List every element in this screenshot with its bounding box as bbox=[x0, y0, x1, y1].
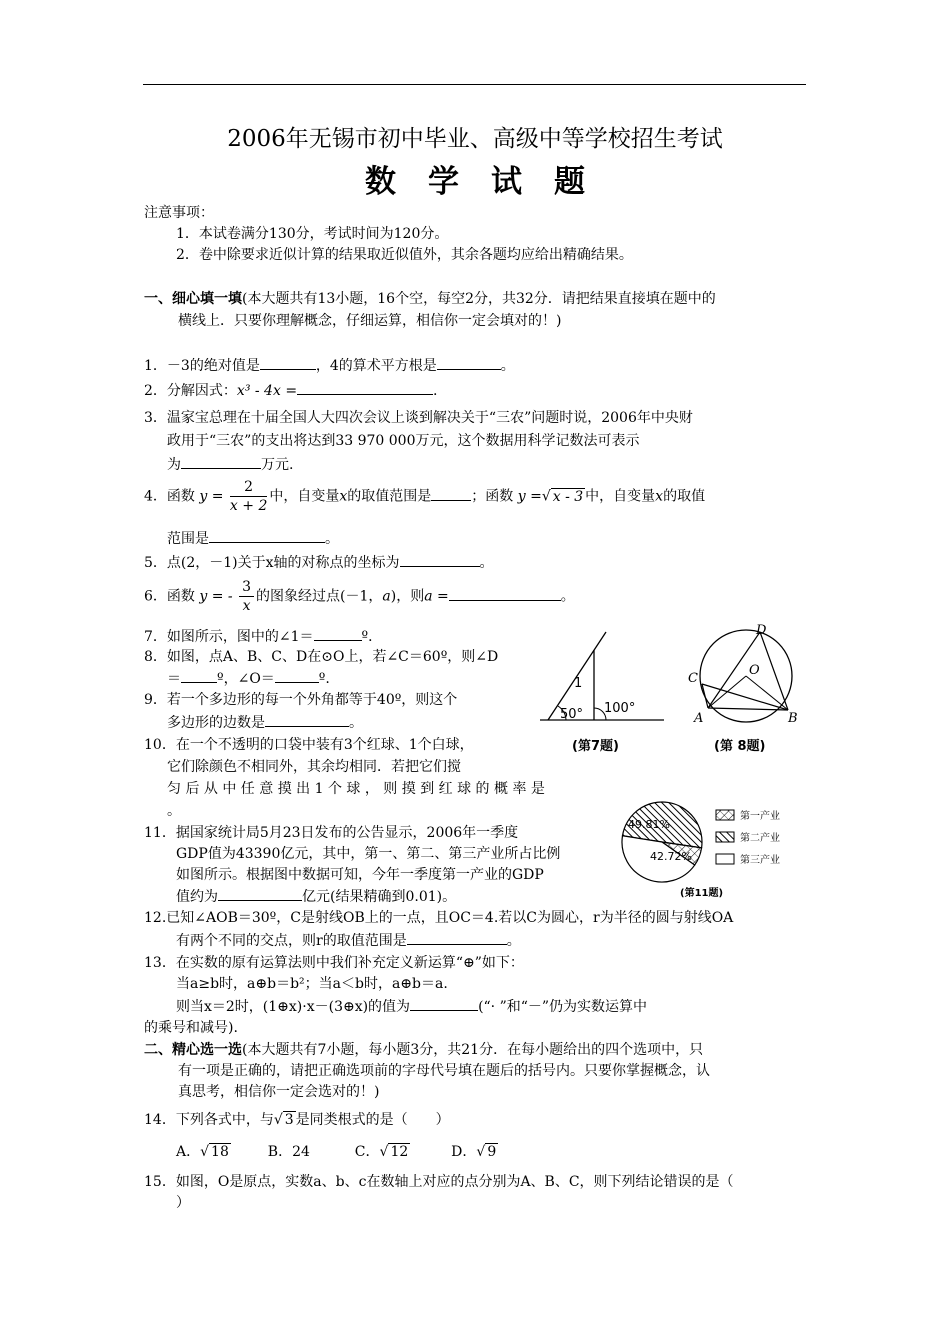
fig11-pct-first: 49.81% bbox=[628, 818, 670, 831]
fig8-label-o: O bbox=[749, 663, 760, 678]
q8-text-c: º. bbox=[318, 671, 330, 687]
q4-text-a: 4．函数 bbox=[144, 488, 195, 505]
fig11-legend-label-1: 第一产业 bbox=[740, 811, 780, 822]
q11-line-2: GDP值为43390亿元，其中，第一、第二、第三产业所占比例 bbox=[176, 846, 561, 862]
q14-radicand: 3 bbox=[284, 1112, 294, 1128]
q2-end: . bbox=[433, 383, 438, 399]
q3-line-2: 政用于“三农”的支出将达到33 970 000万元，这个数据用科学记数法可表示 bbox=[167, 433, 640, 449]
q4-text-d: ；函数 bbox=[471, 488, 514, 505]
q4-line-2 bbox=[167, 528, 339, 549]
q11-line-3: 如图所示。根据图中数据可知，今年一季度第一产业的GDP bbox=[176, 867, 544, 883]
q7-blank[interactable] bbox=[314, 626, 362, 641]
q6-text-b: 的图象经过点(－1， bbox=[256, 588, 383, 605]
fig11-legend-swatch-2 bbox=[716, 832, 734, 842]
fig8-chord-ab bbox=[708, 708, 788, 710]
question-7 bbox=[144, 626, 382, 647]
question-6 bbox=[144, 578, 575, 615]
section-1-header bbox=[144, 289, 716, 309]
q4-radical: √ x - 3 bbox=[541, 488, 584, 505]
q1-blank-2[interactable] bbox=[437, 355, 501, 370]
fig8-label-c: C bbox=[688, 671, 698, 686]
q9-end: 。 bbox=[349, 715, 363, 731]
q11-blank[interactable] bbox=[218, 886, 302, 901]
q2-text: 2．分解因式： bbox=[144, 383, 237, 399]
q9-line-2 bbox=[167, 712, 363, 733]
q12-blank[interactable] bbox=[407, 930, 507, 945]
q2-blank[interactable] bbox=[297, 380, 433, 395]
note-1: 1．本试卷满分130分，考试时间为120分。 bbox=[176, 226, 449, 242]
fig11-legend-swatch-1 bbox=[716, 810, 734, 820]
q10-line-4: 。 bbox=[167, 803, 181, 819]
q10-line-2: 它们除颜色不相同外，其余均相同．若把它们搅 bbox=[167, 759, 461, 775]
q3-text-b: 万元. bbox=[261, 457, 294, 473]
q3-line-3 bbox=[167, 454, 293, 475]
q11-line-4 bbox=[176, 886, 456, 907]
section-2-desc-3: 真思考，相信你一定会选对的！) bbox=[178, 1084, 380, 1100]
q10-line-1: 10．在一个不透明的口袋中装有3个红球、1个白球， bbox=[144, 737, 474, 753]
q13-text-a: 则当x＝2时，(1⊕x)·x－(3⊕x)的值为 bbox=[176, 999, 411, 1015]
q13-line-2: 当a≥b时，a⊕b＝b²；当a＜b时，a⊕b＝a. bbox=[176, 976, 448, 992]
q8-blank-1[interactable] bbox=[181, 668, 217, 683]
q8-line-1: 8．如图，点A、B、C、D在⊙O上，若∠C＝60º，则∠D bbox=[144, 649, 499, 665]
q4-y1: y = bbox=[199, 488, 224, 505]
section-2-desc-2: 有一项是正确的，请把正确选项前的字母代号填在题后的括号内。只要你掌握概念，认 bbox=[178, 1063, 710, 1079]
q4-text-f: 的取值 bbox=[663, 488, 706, 505]
question-2 bbox=[144, 380, 438, 401]
fig7-caption: (第7题) bbox=[572, 739, 619, 754]
section-1-desc-1: (本大题共有13小题，16个空，每空2分，共32分．请把结果直接填在题中的 bbox=[242, 291, 716, 307]
q1-text-b: ，4的算术平方根是 bbox=[315, 358, 437, 374]
figure-11 bbox=[614, 798, 810, 902]
q14-option-c[interactable]: C．√ 12 bbox=[354, 1144, 409, 1160]
section-2-header bbox=[144, 1040, 703, 1060]
q5-text: 5．点(2，－1)关于x轴的对称点的坐标为 bbox=[144, 555, 400, 571]
q7-text: 7．如图所示，图中的∠1＝ bbox=[144, 629, 314, 645]
exam-title: 2006年无锡市初中毕业、高级中等学校招生考试 bbox=[227, 126, 723, 152]
fig7-angle-1-label: 1 bbox=[574, 676, 583, 691]
q13-line-4: 的乘号和减号). bbox=[144, 1020, 238, 1036]
q1-blank-1[interactable] bbox=[260, 355, 316, 370]
notes-heading: 注意事项： bbox=[144, 205, 214, 221]
question-1 bbox=[144, 355, 515, 376]
q1-text-c: 。 bbox=[500, 358, 515, 374]
q13-line-1: 13．在实数的原有运算法则中我们补充定义新运算“⊕”如下： bbox=[144, 955, 524, 971]
q14-text-a: 14．下列各式中，与 bbox=[144, 1112, 274, 1128]
section-2-label: 二、精心选一选 bbox=[144, 1042, 242, 1058]
q14-option-c-label: C． bbox=[354, 1144, 380, 1160]
fig7-angle-100-label: 100° bbox=[604, 701, 636, 716]
q4-text-e: 中，自变量 bbox=[585, 488, 656, 505]
q3-text-a: 为 bbox=[167, 457, 181, 473]
figure-7 bbox=[536, 622, 666, 758]
q8-blank-2[interactable] bbox=[275, 668, 319, 683]
q12-line-1: 12.已知∠AOB＝30º，C是射线OB上的一点，且OC＝4.若以C为圆心，r为半径的圆与射线OA bbox=[144, 910, 734, 926]
fig8-caption: (第 8题) bbox=[714, 739, 766, 754]
q4-l2-text: 范围是 bbox=[167, 531, 209, 547]
q6-y: y = - bbox=[199, 588, 233, 605]
q14-option-d[interactable]: D．√ 9 bbox=[451, 1144, 497, 1160]
q14-text-b: 是同类根式的是（ ） bbox=[295, 1112, 450, 1128]
q11-line-1: 11．据国家统计局5月23日发布的公告显示，2006年一季度 bbox=[144, 825, 519, 841]
q4-radicand: x - 3 bbox=[552, 488, 584, 505]
fig11-legend-label-3: 第三产业 bbox=[740, 855, 780, 866]
q14-option-a[interactable]: A．√ 18 bbox=[176, 1144, 229, 1160]
q12-end: 。 bbox=[506, 933, 521, 949]
fig7-angle-50-label: 50° bbox=[560, 707, 584, 722]
q11-text-b: 亿元(结果精确到0.01)。 bbox=[302, 889, 457, 905]
q12-text: 有两个不同的交点，则r的取值范围是 bbox=[176, 933, 407, 949]
q1-text-a: 1．－3的绝对值是 bbox=[144, 358, 260, 374]
q13-blank[interactable] bbox=[410, 996, 478, 1011]
q4-x2: x bbox=[655, 488, 664, 505]
q14-option-d-radicand: 9 bbox=[487, 1144, 497, 1160]
fig8-chord-ca bbox=[702, 684, 708, 708]
q6-fraction bbox=[239, 578, 254, 615]
q4-blank-2[interactable] bbox=[209, 528, 325, 543]
q4-fraction bbox=[230, 478, 267, 515]
section-2-desc-1: (本大题共有7小题，每小题3分，共21分．在每小题给出的四个选项中，只 bbox=[242, 1042, 704, 1058]
q3-line-1: 3．温家宝总理在十届全国人大四次会议上谈到解决关于“三农”问题时说，2006年中央财 bbox=[144, 410, 693, 426]
question-14 bbox=[144, 1110, 450, 1130]
q4-text-c: 的取值范围是 bbox=[347, 488, 432, 505]
q4-text-b: 中，自变量 bbox=[269, 488, 340, 505]
q6-text-c: )，则 bbox=[390, 588, 425, 605]
fig11-legend-label-2: 第二产业 bbox=[740, 833, 780, 844]
q12-line-2 bbox=[176, 930, 521, 951]
q4-x1: x bbox=[339, 488, 348, 505]
question-5 bbox=[144, 552, 494, 573]
q9-text: 多边形的边数是 bbox=[167, 715, 265, 731]
figure-8 bbox=[684, 622, 804, 758]
q14-option-b[interactable]: B．24 bbox=[267, 1144, 310, 1160]
fig11-legend-swatch-3 bbox=[716, 854, 734, 864]
section-1-desc-2: 横线上．只要你理解概念，仔细运算，相信你一定会填对的！) bbox=[178, 313, 562, 329]
q6-text-a: 6．函数 bbox=[144, 588, 195, 605]
q2-expression: x³ - 4x = bbox=[236, 383, 298, 399]
q4-y2: y = bbox=[517, 488, 542, 505]
q6-blank[interactable] bbox=[449, 586, 561, 601]
q10-line-3: 匀 后 从 中 任 意 摸 出 1 个 球 ， 则 摸 到 红 球 的 概 率 是 bbox=[167, 781, 545, 797]
fig8-label-d: D bbox=[756, 623, 767, 638]
q14-option-a-radicand: 18 bbox=[211, 1144, 229, 1160]
q14-radical: √ 3 bbox=[273, 1112, 294, 1128]
q6-a: a bbox=[382, 588, 391, 605]
q6-end: 。 bbox=[560, 588, 575, 605]
q3-blank[interactable] bbox=[181, 454, 261, 469]
question-4 bbox=[144, 478, 705, 515]
q5-blank[interactable] bbox=[400, 552, 480, 567]
q6-denominator: x bbox=[242, 598, 251, 614]
q13-line-3 bbox=[176, 996, 647, 1017]
q5-end: 。 bbox=[479, 555, 494, 571]
fig11-pct-second: 42.72% bbox=[650, 850, 692, 863]
q8-text-a: ＝ bbox=[167, 671, 181, 687]
q14-option-a-label: A． bbox=[176, 1144, 201, 1160]
q7-end: º． bbox=[361, 629, 383, 645]
q6-a2: a = bbox=[424, 588, 449, 605]
fig8-label-a: A bbox=[694, 711, 704, 726]
fig11-pie bbox=[622, 802, 702, 882]
q4-denominator: x + 2 bbox=[229, 498, 268, 514]
fig8-label-b: B bbox=[788, 711, 798, 726]
note-2: 2．卷中除要求近似计算的结果取近似值外，其余各题均应给出精确结果。 bbox=[176, 247, 633, 263]
top-rule bbox=[143, 84, 806, 85]
q15-line-2: ） bbox=[176, 1195, 190, 1211]
q9-line-1: 9．若一个多边形的每一个外角都等于40º，则这个 bbox=[144, 692, 458, 708]
q14-option-c-radicand: 12 bbox=[390, 1144, 409, 1160]
section-1-label: 一、细心填一填 bbox=[144, 291, 242, 307]
q9-blank[interactable] bbox=[265, 712, 349, 727]
q11-text-a: 值约为 bbox=[176, 889, 218, 905]
q13-text-b: (“· ”和“－”仍为实数运算中 bbox=[478, 999, 648, 1015]
q8-text-b: º，∠O＝ bbox=[217, 671, 275, 687]
q6-numerator: 3 bbox=[239, 578, 254, 597]
fig11-caption: (第11题) bbox=[680, 888, 724, 899]
q14-options bbox=[176, 1142, 498, 1162]
q15-line-1: 15．如图，O是原点，实数a、b、c在数轴上对应的点分别为A、B、C，则下列结论错误的是（ bbox=[144, 1174, 734, 1190]
q4-l2-end: 。 bbox=[325, 531, 339, 547]
exam-subtitle: 数学试题 bbox=[365, 164, 617, 200]
q4-blank-1[interactable] bbox=[431, 486, 471, 501]
q8-line-2 bbox=[167, 668, 330, 689]
q14-option-d-label: D． bbox=[451, 1144, 477, 1160]
q4-numerator: 2 bbox=[230, 478, 267, 497]
